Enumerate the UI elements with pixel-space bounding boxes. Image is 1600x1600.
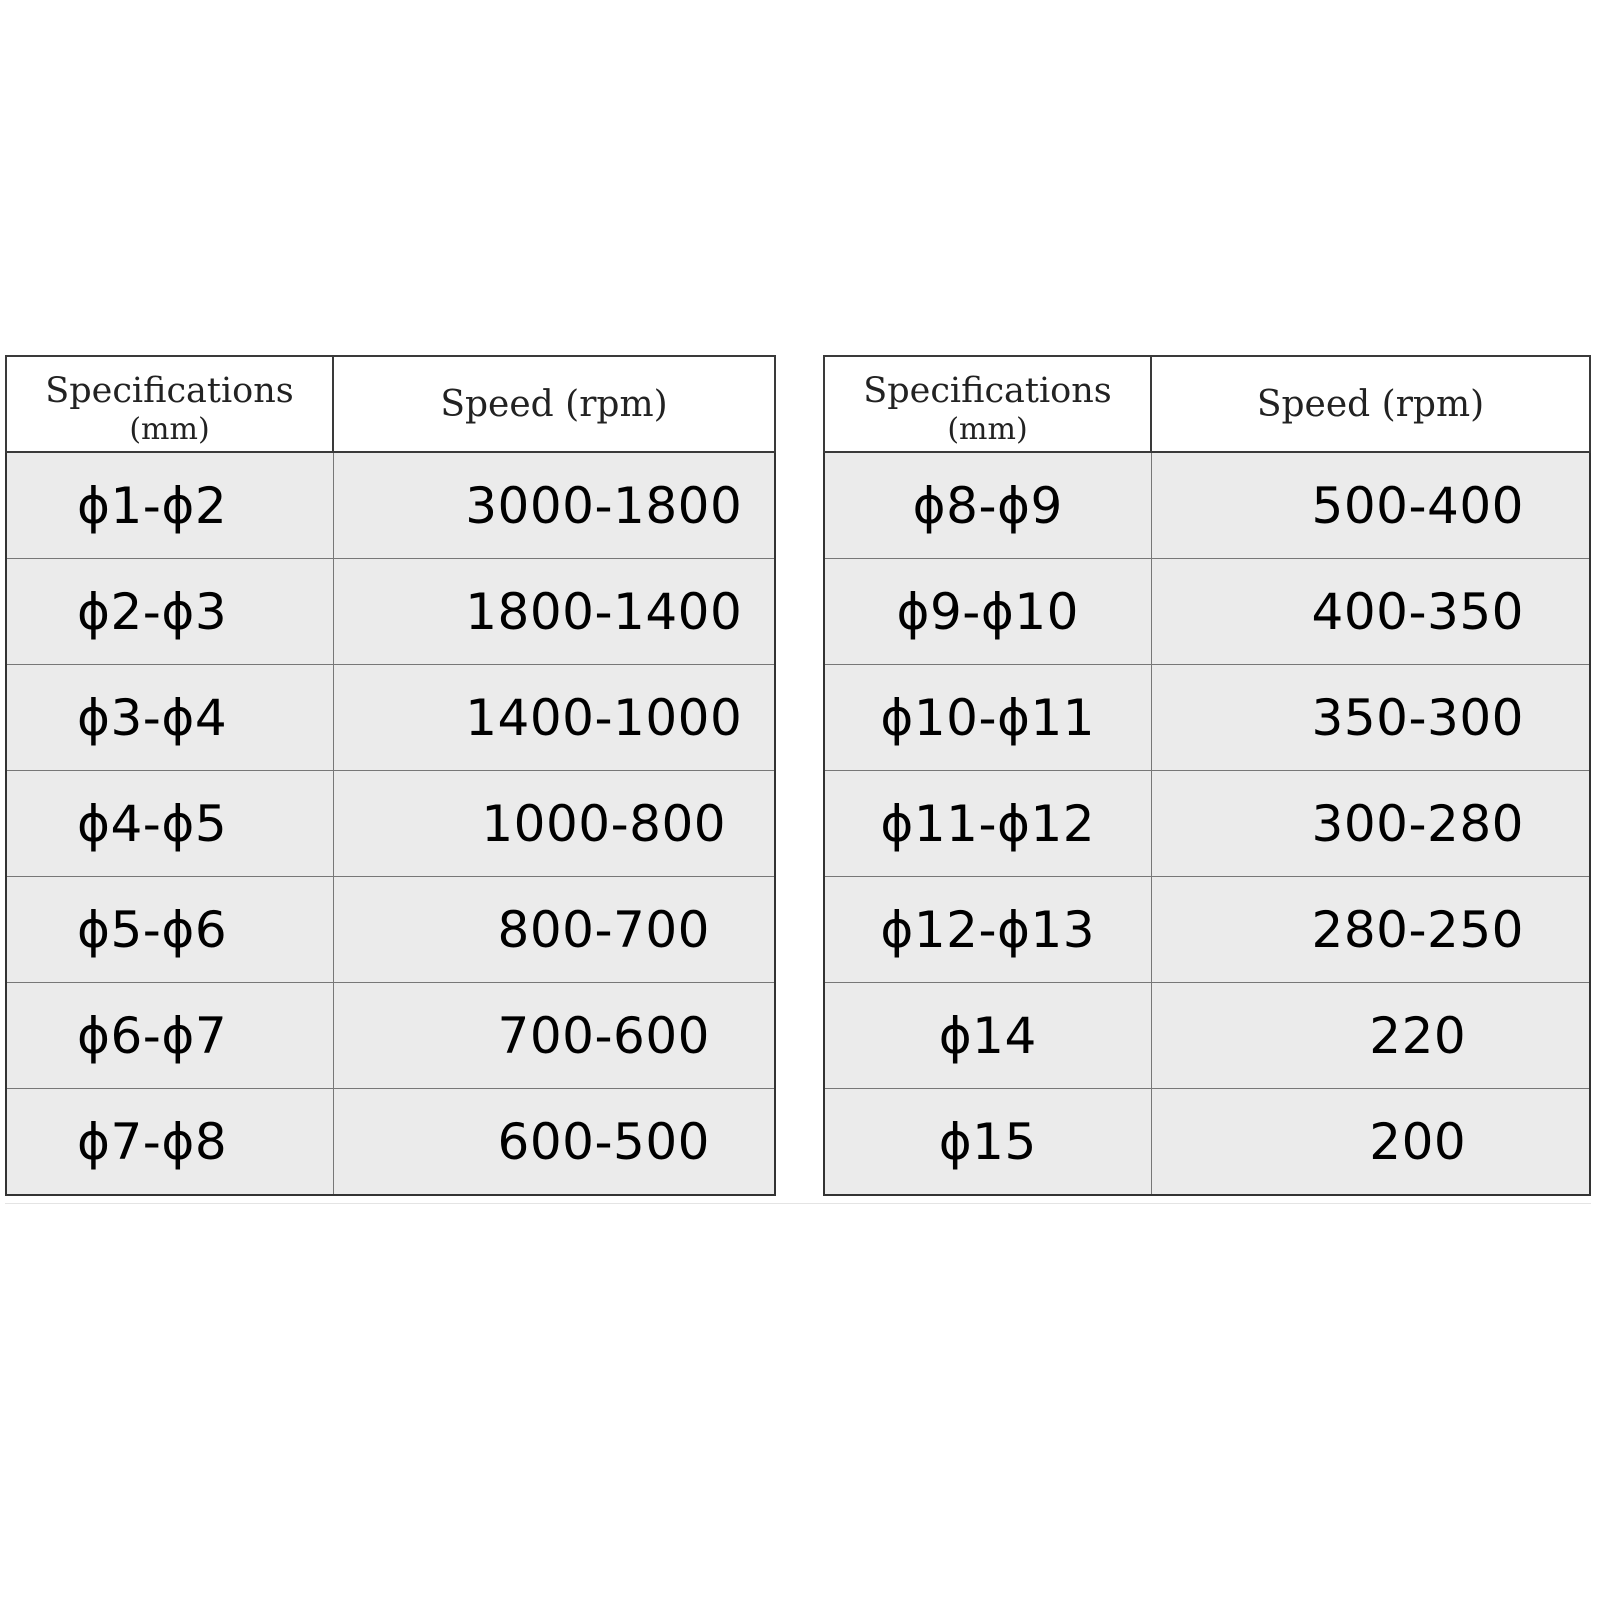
- speed-cell: 1400-1000: [333, 665, 775, 771]
- speed-cell: 350-300: [1151, 665, 1590, 771]
- speed-cell: 800-700: [333, 877, 775, 983]
- spec-header-label: Specifications: [45, 371, 294, 411]
- spec-cell: ϕ14: [824, 983, 1151, 1089]
- spec-cell: ϕ9-ϕ10: [824, 559, 1151, 665]
- speed-cell: 700-600: [333, 983, 775, 1089]
- speed-cell: 200: [1151, 1089, 1590, 1196]
- spec-cell: ϕ4-ϕ5: [6, 771, 333, 877]
- speed-cell: 1800-1400: [333, 559, 775, 665]
- spec-header-unit: (mm): [129, 412, 210, 447]
- table-header-row: [6, 356, 775, 452]
- table-row: [6, 771, 775, 877]
- spec-cell: ϕ1-ϕ2: [6, 452, 333, 559]
- spec-cell: ϕ5-ϕ6: [6, 877, 333, 983]
- speed-column-header: Speed (rpm): [1151, 356, 1590, 452]
- table-row: [824, 877, 1590, 983]
- table-row: [824, 452, 1590, 559]
- speed-cell: 280-250: [1151, 877, 1590, 983]
- speed-cell: 220: [1151, 983, 1590, 1089]
- spec-header-label: Specifications: [863, 371, 1112, 411]
- spreadsheet-gridline: [5, 1203, 1591, 1204]
- table-header-row: [824, 356, 1590, 452]
- spec-cell: ϕ15: [824, 1089, 1151, 1196]
- spec-column-header: [824, 356, 1151, 452]
- table-row: [824, 983, 1590, 1089]
- speed-cell: 300-280: [1151, 771, 1590, 877]
- speed-cell: 500-400: [1151, 452, 1590, 559]
- speed-cell: 400-350: [1151, 559, 1590, 665]
- spec-speed-table-right: [823, 355, 1591, 1196]
- speed-cell: 1000-800: [333, 771, 775, 877]
- spec-column-header: [6, 356, 333, 452]
- spec-header-unit: (mm): [947, 412, 1028, 447]
- table-row: [6, 559, 775, 665]
- spec-cell: ϕ7-ϕ8: [6, 1089, 333, 1196]
- spec-cell: ϕ6-ϕ7: [6, 983, 333, 1089]
- table-row: [6, 983, 775, 1089]
- spec-cell: ϕ10-ϕ11: [824, 665, 1151, 771]
- spec-cell: ϕ3-ϕ4: [6, 665, 333, 771]
- table-row: [824, 559, 1590, 665]
- speed-column-header: Speed (rpm): [333, 356, 775, 452]
- spec-cell: ϕ12-ϕ13: [824, 877, 1151, 983]
- spec-cell: ϕ11-ϕ12: [824, 771, 1151, 877]
- table-row: [824, 771, 1590, 877]
- table-row: [6, 452, 775, 559]
- table-row: [6, 1089, 775, 1196]
- spec-cell: ϕ2-ϕ3: [6, 559, 333, 665]
- spec-cell: ϕ8-ϕ9: [824, 452, 1151, 559]
- table-row: [6, 665, 775, 771]
- table-row: [6, 877, 775, 983]
- table-row: [824, 665, 1590, 771]
- table-row: [824, 1089, 1590, 1196]
- spec-speed-table-left: [5, 355, 776, 1196]
- speed-cell: 3000-1800: [333, 452, 775, 559]
- speed-cell: 600-500: [333, 1089, 775, 1196]
